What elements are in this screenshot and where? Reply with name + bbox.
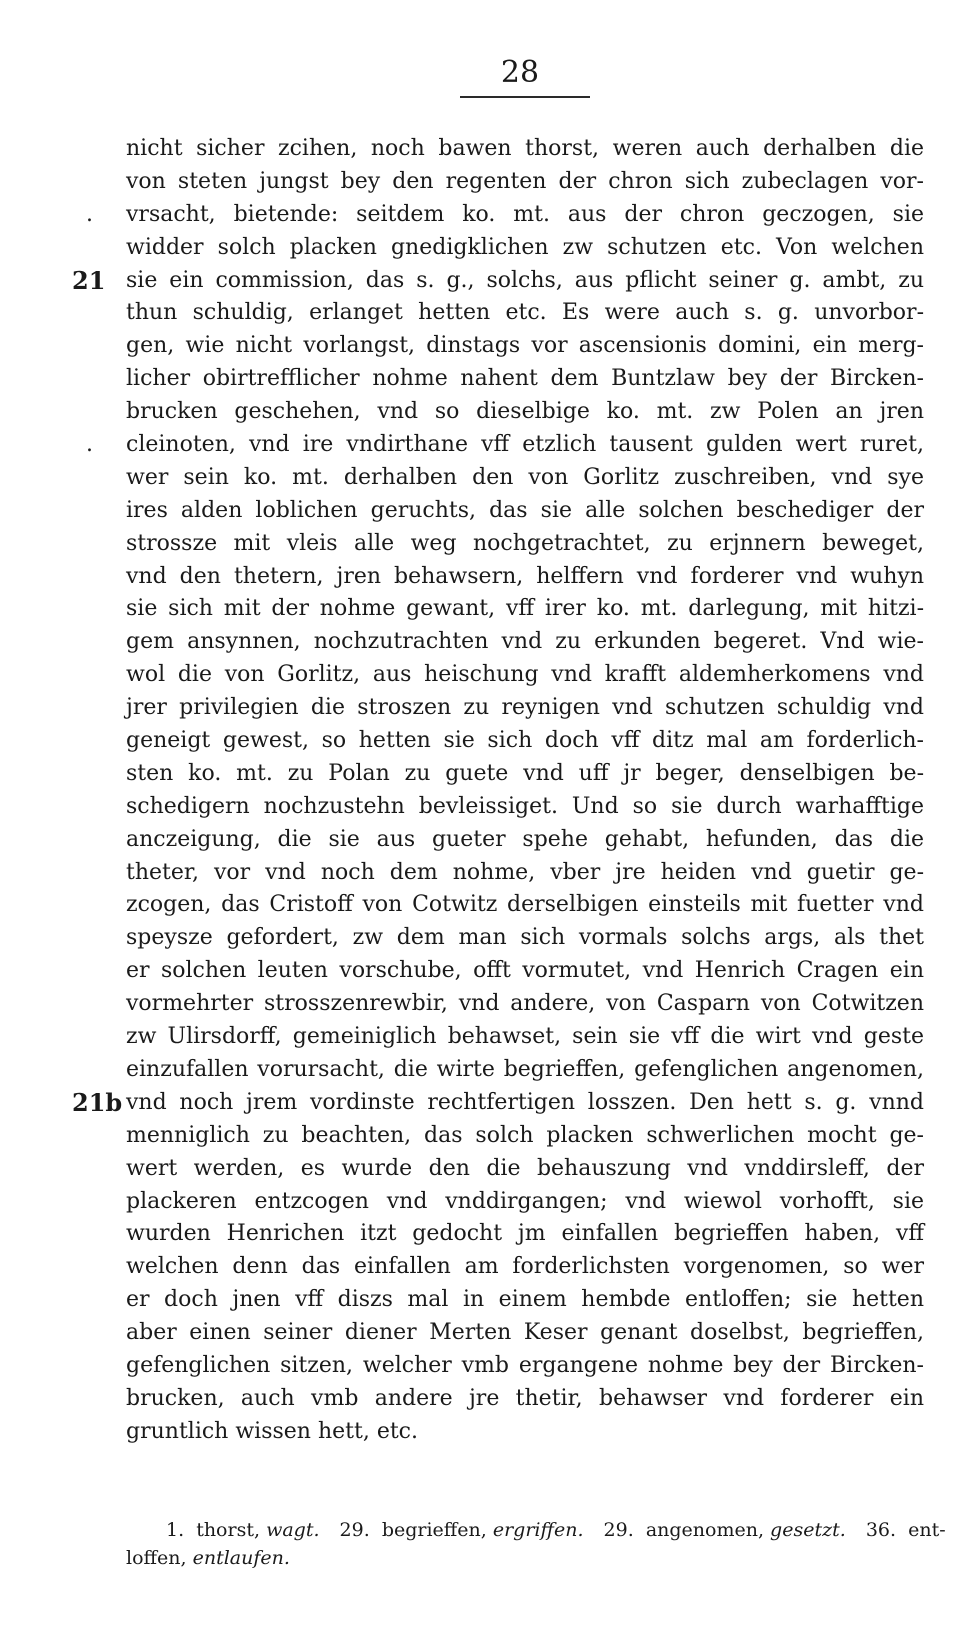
text-line: jrer privilegien die stroszen zu reynigen vnd schutzen schuldig vnd <box>126 695 924 721</box>
text-line: anczeigung, die sie aus gueter spehe gehabt, hefunden, das die <box>126 826 924 852</box>
text-line: zw Ulirsdorff, gemeiniglich behawset, sein sie vff die wirt vnd geste <box>126 1024 924 1050</box>
page-number: 28 <box>500 55 540 90</box>
text-line: . vrsacht, bietende: seitdem ko. mt. aus der chron geczogen, sie <box>126 199 924 232</box>
footnote-word: angenomen, <box>645 1519 764 1541</box>
text-line: einzufallen vorursacht, die wirte begrieffen, gefenglichen angenomen, <box>126 1056 924 1082</box>
text-line: thun schuldig, erlanget hetten etc. Es were auch s. g. unvorbor- <box>126 300 924 326</box>
text-line: wol die von Gorlitz, aus heischung vnd krafft aldemherkomens vnd <box>126 662 924 688</box>
footnote-word: thorst, <box>196 1519 261 1541</box>
text-line: gem ansynnen, nochzutrachten vnd zu erkunden begeret. Vnd wie- <box>126 629 924 655</box>
text-line: wurden Henrichen itzt gedocht jm einfallen begrieffen haben, vff <box>126 1221 924 1247</box>
footnote-reading: gesetzt. <box>770 1519 846 1541</box>
footnotes <box>126 1516 946 1572</box>
text-line: gefenglichen sitzen, welcher vmb ergangene nohme bey der Bircken- <box>126 1352 924 1378</box>
text-line: wer sein ko. mt. derhalben den von Gorlitz zuschreiben, vnd sye <box>126 464 924 490</box>
text-line: gen, wie nicht vorlangst, dinstags vor ascensionis domini, ein merg- <box>126 333 924 359</box>
footnote-number: 29. <box>339 1519 370 1541</box>
text-line: licher obirtrefflicher nohme nahent dem Buntzlaw bey der Bircken- <box>126 366 924 392</box>
text-line: welchen denn das einfallen am forderlichsten vorgenomen, so wer <box>126 1254 924 1280</box>
text-line: 21 sie ein commission, das s. g., solchs, aus pflicht seiner g. ambt, zu <box>126 265 924 298</box>
text-line: er solchen leuten vorschube, offt vormutet, vnd Henrich Cragen ein <box>126 958 924 984</box>
footnote-reading: entlaufen. <box>192 1547 290 1569</box>
text-line: speysze gefordert, zw dem man sich vormals solchs args, als thet <box>126 925 924 951</box>
text-line: geneigt gewest, so hetten sie sich doch vff ditz mal am forderlich- <box>126 728 924 754</box>
footnote-word: begrieffen, <box>381 1519 487 1541</box>
text-line: sten ko. mt. zu Polan zu guete vnd uff jr beger, denselbigen be- <box>126 760 924 786</box>
text-line: schedigern nochzustehn bevleissiget. Und so sie durch warhafftige <box>126 793 924 819</box>
text-line: sie sich mit der nohme gewant, vff irer ko. mt. darlegung, mit hitzi- <box>126 596 924 622</box>
footnote-number: 29. <box>603 1519 634 1541</box>
footnote-reading: ergriffen. <box>492 1519 584 1541</box>
footnote-line <box>126 1544 924 1572</box>
text-line: strossze mit vleis alle weg nochgetrachtet, zu erjnnern beweget, <box>126 530 924 556</box>
text-line: brucken geschehen, vnd so dieselbige ko. mt. zw Polen an jren <box>126 399 924 425</box>
footnote-number: 1. <box>166 1519 185 1541</box>
text-line: gruntlich wissen hett, etc. <box>126 1418 418 1444</box>
footnote-reading: wagt. <box>266 1519 320 1541</box>
footnote-line <box>126 1516 946 1544</box>
footnote-word: ent- <box>908 1519 946 1541</box>
text-line: wert werden, es wurde den die behauszung vnd vnddirsleff, der <box>126 1155 924 1181</box>
text-line: vormehrter strosszenrewbir, vnd andere, von Casparn von Cotwitzen <box>126 991 924 1017</box>
text-line: 21b vnd noch jrem vordinste rechtfertigen losszen. Den hett s. g. vnnd <box>126 1087 924 1120</box>
text-line: . cleinoten, vnd ire vndirthane vff etzlich tausent gulden wert ruret, <box>126 429 924 462</box>
footnote-number: 36. <box>865 1519 897 1541</box>
margin-dot: . <box>86 201 93 227</box>
footnote-word: loffen, <box>126 1547 187 1569</box>
text-line: ires alden loblichen geruchts, das sie alle solchen beschediger der <box>126 497 924 523</box>
header-rule <box>460 96 590 98</box>
text-line: plackeren entzcogen vnd vnddirgangen; vnd wiewol vorhofft, sie <box>126 1188 924 1214</box>
body-text <box>72 133 924 1449</box>
text-line: nicht sicher zcihen, noch bawen thorst, weren auch derhalben die <box>126 136 924 161</box>
margin-folio-mark: 21b <box>72 1087 123 1117</box>
text-line: widder solch placken gnedigklichen zw schutzen etc. Von welchen <box>126 234 924 260</box>
text-line: zcogen, das Cristoff von Cotwitz derselbigen einsteils mit fuetter vnd <box>126 892 924 918</box>
text-line: von steten jungst bey den regenten der chron sich zubeclagen vor- <box>126 168 924 194</box>
text-line: er doch jnen vff diszs mal in einem hembde entloffen; sie hetten <box>126 1287 924 1313</box>
text-line: vnd den thetern, jren behawsern, helffern vnd forderer vnd wuhyn <box>126 563 924 589</box>
text-line: menniglich zu beachten, das solch placken schwerlichen mocht ge- <box>126 1122 924 1148</box>
text-line: theter, vor vnd noch dem nohme, vber jre heiden vnd guetir ge- <box>126 859 924 885</box>
text-line: brucken, auch vmb andere jre thetir, behawser vnd forderer ein <box>126 1385 924 1411</box>
margin-dot: . <box>86 432 93 458</box>
text-line: aber einen seiner diener Merten Keser genant doselbst, begrieffen, <box>126 1320 924 1346</box>
margin-folio-mark: 21 <box>72 265 106 295</box>
